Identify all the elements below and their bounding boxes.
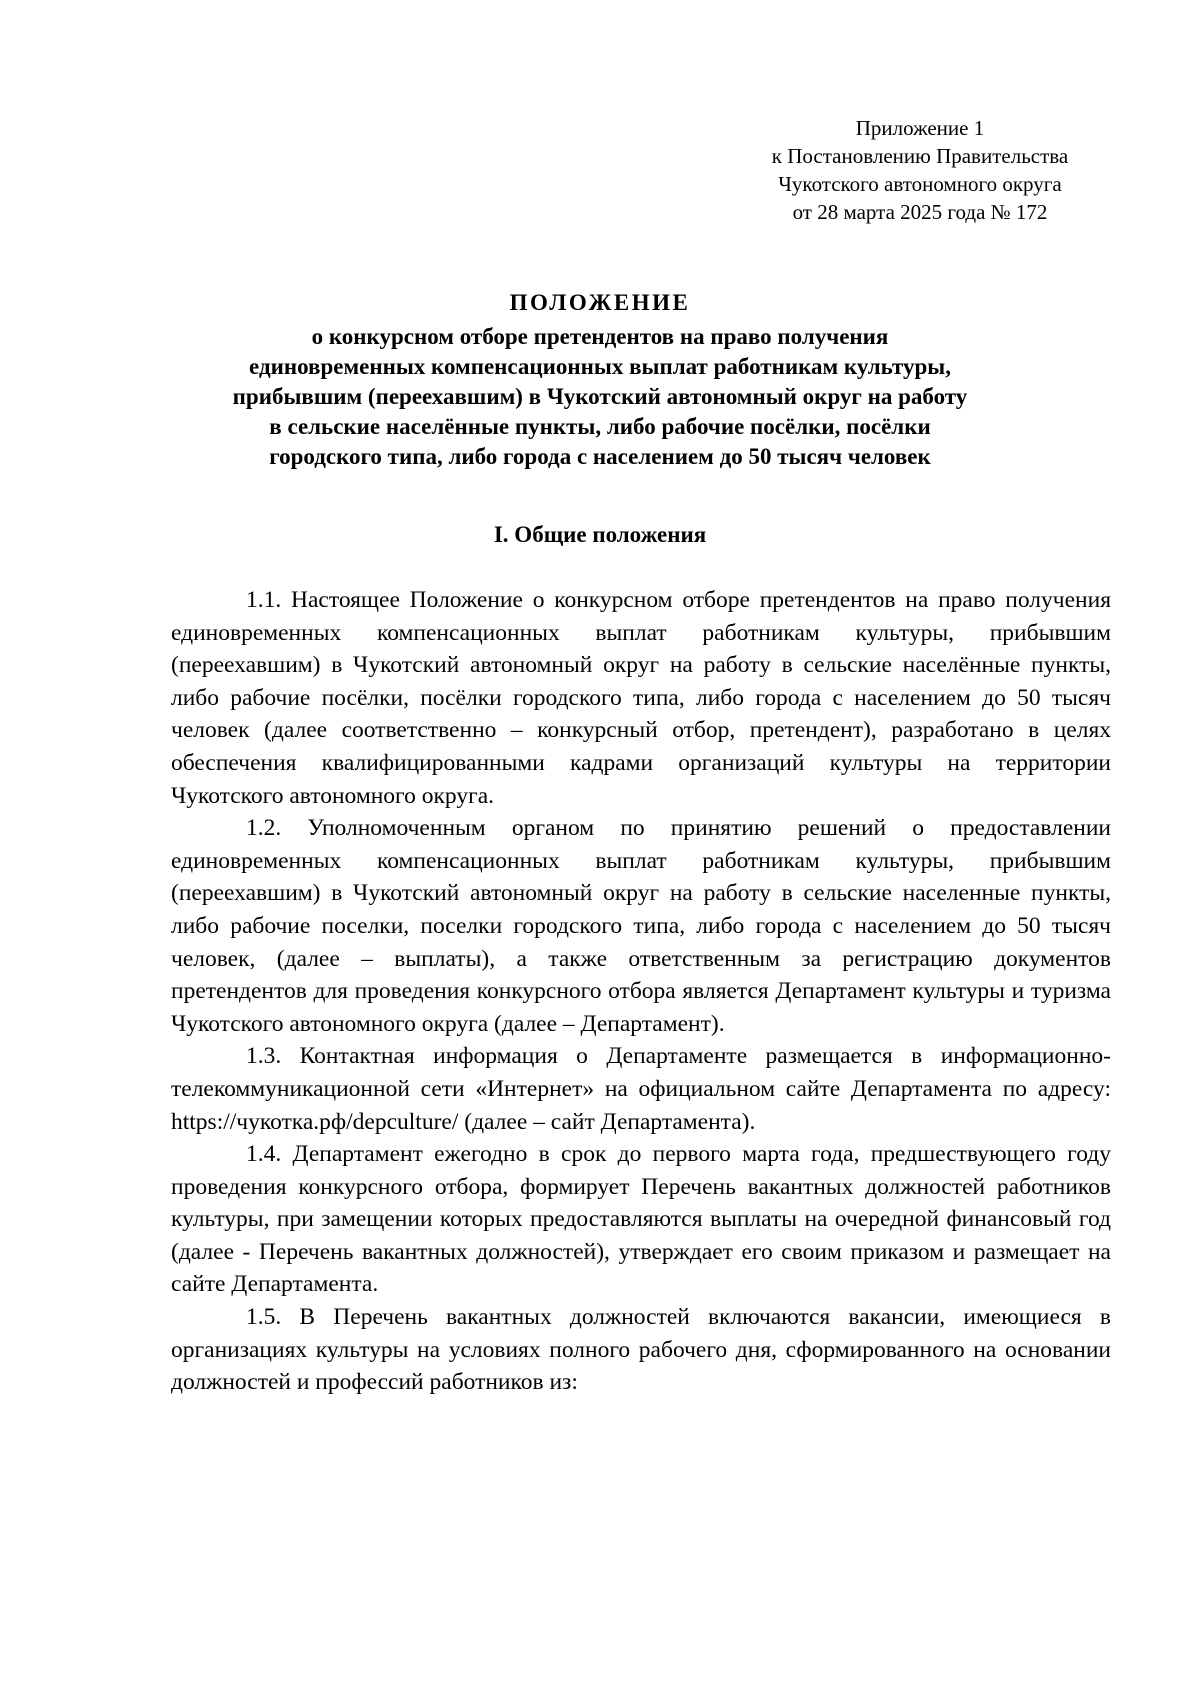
approval-header bbox=[720, 114, 1120, 226]
approval-line-date: от 28 марта 2025 года № 172 bbox=[792, 200, 1048, 224]
document-title-line: о конкурсном отборе претендентов на право получения bbox=[311, 324, 889, 349]
paragraph-1-2: 1.2. Уполномоченным органом по принятию решений о предоставлении единовременных компенсационных выплат работникам культуры, прибывшим (переехавшим) в Чукотский автономный округ на работу в сельские населенные пункты, либо рабочие поселки, поселки городского типа, либо города с населением до 50 тысяч человек, (далее – выплаты), а также ответственным за регистрацию документов претендентов для проведения конкурсного отбора является Департамент культуры и туризма Чукотского автономного округа (далее – Департамент). bbox=[171, 815, 1111, 1037]
section-heading: I. Общие положения bbox=[493, 522, 707, 547]
document-title-line: в сельские населённые пункты, либо рабочие посёлки, посёлки bbox=[269, 414, 931, 439]
approval-line-decree: к Постановлению Правительства bbox=[771, 144, 1069, 168]
approval-line-appendix: Приложение 1 bbox=[855, 116, 985, 140]
paragraph-1-5: 1.5. В Перечень вакантных должностей включаются вакансии, имеющиеся в организациях культуры на условиях полного рабочего дня, сформированного на основании должностей и профессий работников из: bbox=[171, 1304, 1111, 1396]
document-title bbox=[150, 288, 1050, 472]
paragraph-1-3: 1.3. Контактная информация о Департаменте размещается в информационно-телекоммуникационной сети «Интернет» на официальном сайте Департамента по адресу: https://чукотка.рф/depculture/ (далее – сайт Департамента). bbox=[171, 1043, 1111, 1135]
paragraph-1-1: 1.1. Настоящее Положение о конкурсном отборе претендентов на право получения единовременных компенсационных выплат работникам культуры, прибывшим (переехавшим) в Чукотский автономный округ на работу в сельские населённые пункты, либо рабочие посёлки, посёлки городского типа, либо города с населением до 50 тысяч человек (далее соответственно – конкурсный отбор, претендент), разработано в целях обеспечения квалифицированными кадрами организаций культуры на территории Чукотского автономного округа. bbox=[171, 587, 1111, 809]
document-title-line: единовременных компенсационных выплат работникам культуры, bbox=[249, 354, 951, 379]
document-title-main: ПОЛОЖЕНИЕ bbox=[509, 290, 691, 315]
approval-line-region: Чукотского автономного округа bbox=[778, 172, 1062, 196]
document-title-line: городского типа, либо города с населением до 50 тысяч человек bbox=[269, 444, 931, 469]
document-title-line: прибывшим (переехавшим) в Чукотский автономный округ на работу bbox=[232, 384, 968, 409]
paragraph-1-4: 1.4. Департамент ежегодно в срок до первого марта года, предшествующего году проведения конкурсного отбора, формирует Перечень вакантных должностей работников культуры, при замещении которых предоставляются выплаты на очередной финансовый год (далее - Перечень вакантных должностей), утверждает его своим приказом и размещает на сайте Департамента. bbox=[171, 1141, 1111, 1298]
document-body bbox=[171, 584, 1111, 1399]
